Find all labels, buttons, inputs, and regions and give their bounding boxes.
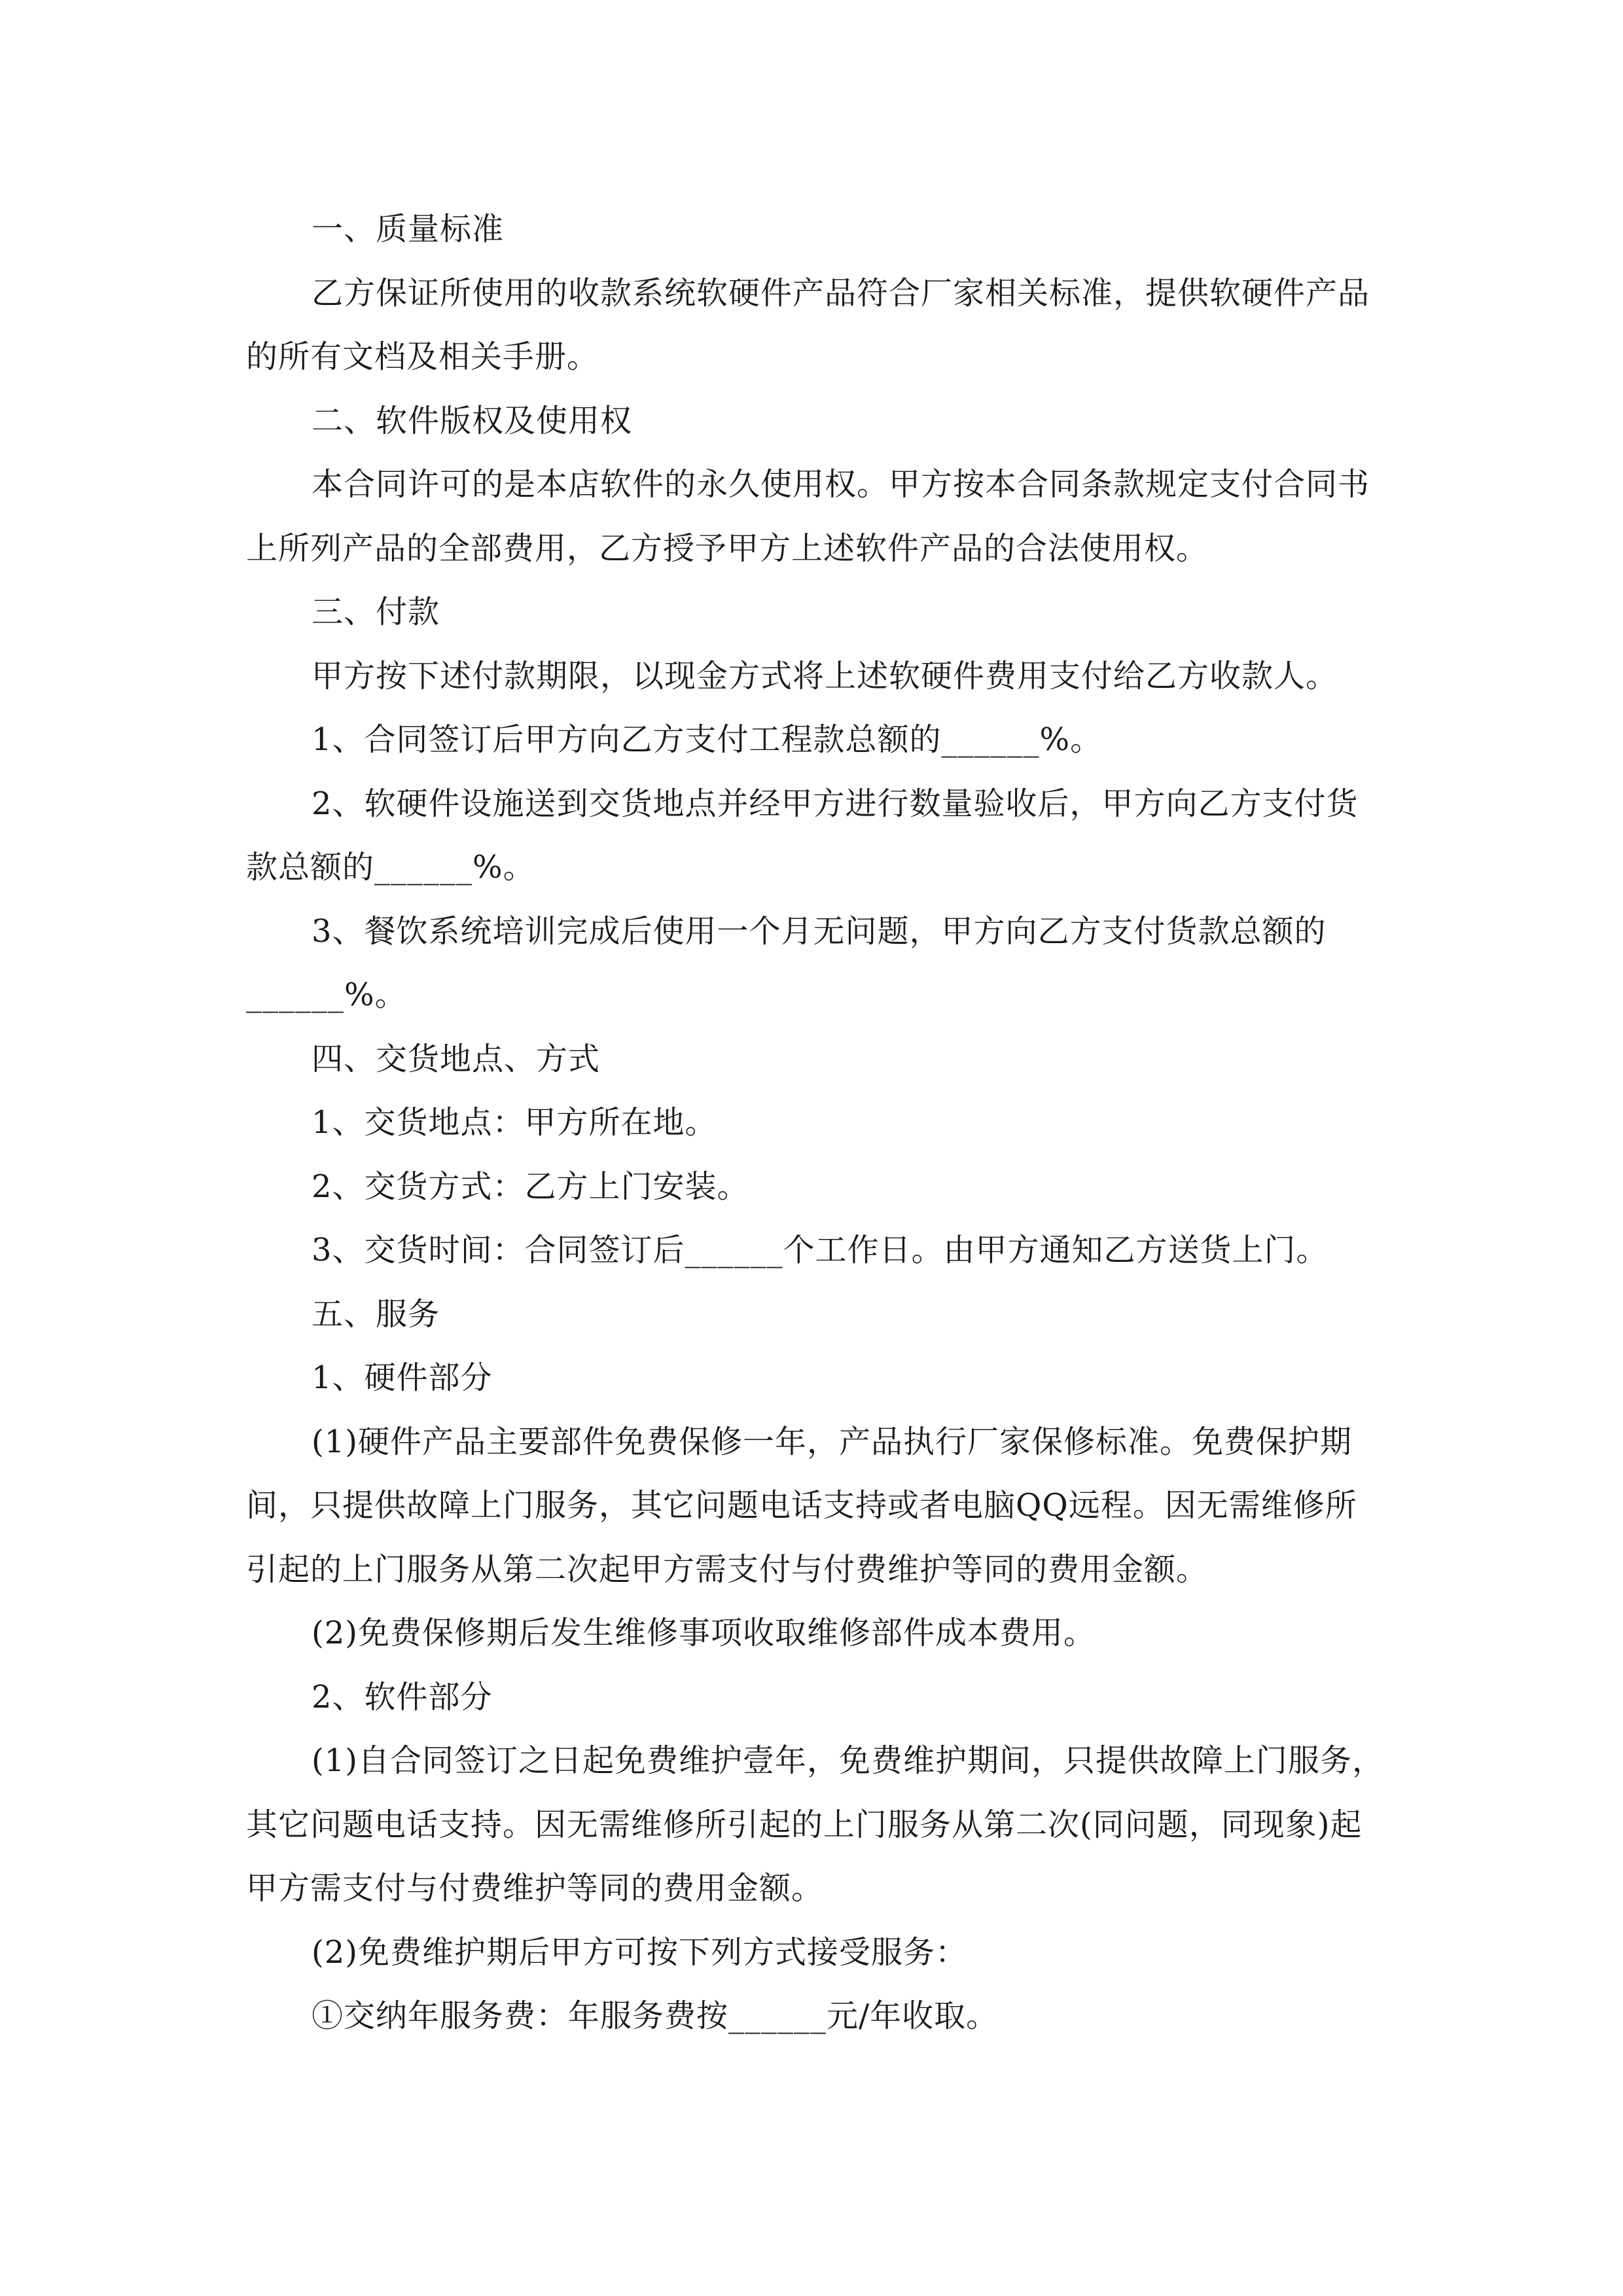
subheading-software: 2、软件部分 bbox=[312, 1678, 493, 1715]
paragraph-payment-2: 2、软硬件设施送到交货地点并经甲方进行数量验收后，甲方向乙方支付货款总额的______%。 bbox=[246, 785, 1359, 886]
paragraph-delivery-time: 3、交货时间：合同签订后______个工作日。由甲方通知乙方送货上门。 bbox=[312, 1232, 1329, 1268]
section-heading-delivery: 四、交货地点、方式 bbox=[312, 1040, 601, 1077]
section-heading-payment: 三、付款 bbox=[312, 594, 440, 630]
paragraph-payment-intro: 甲方按下述付款期限，以现金方式将上述软硬件费用支付给乙方收款人。 bbox=[312, 657, 1338, 694]
paragraph-hardware-1: (1)硬件产品主要部件免费保修一年，产品执行厂家保修标准。免费保护期间，只提供故障上门服务，其它问题电话支持或者电脑QQ远程。因无需维修所引起的上门服务从第二次起甲方需支付与付费维护等同的费用金额。 bbox=[246, 1423, 1357, 1588]
paragraph-software-2: (2)免费维护期后甲方可按下列方式接受服务： bbox=[312, 1933, 967, 1971]
paragraph-payment-3: 3、餐饮系统培训完成后使用一个月无问题，甲方向乙方支付货款总额的______%。 bbox=[246, 912, 1327, 1013]
paragraph-delivery-place: 1、交货地点：甲方所在地。 bbox=[312, 1104, 717, 1141]
document-body bbox=[246, 198, 1385, 2049]
section-heading-service: 五、服务 bbox=[312, 1295, 440, 1333]
section-heading-copyright: 二、软件版权及使用权 bbox=[312, 402, 633, 439]
paragraph-delivery-method: 2、交货方式：乙方上门安装。 bbox=[312, 1168, 749, 1205]
paragraph-quality: 乙方保证所使用的收款系统软硬件产品符合厂家相关标准，提供软硬件产品的所有文档及相关手册。 bbox=[246, 274, 1370, 375]
subheading-hardware: 1、硬件部分 bbox=[312, 1359, 493, 1396]
paragraph-software-1: (1)自合同签订之日起免费维护壹年，免费维护期间，只提供故障上门服务，其它问题电话支持。因无需维修所引起的上门服务从第二次(同问题，同现象)起甲方需支付与付费维护等同的费用金额。 bbox=[246, 1742, 1384, 1907]
paragraph-payment-1: 1、合同签订后甲方向乙方支付工程款总额的______%。 bbox=[312, 721, 1103, 758]
paragraph-annual-fee: ①交纳年服务费：年服务费按______元/年收取。 bbox=[312, 1998, 999, 2034]
paragraph-copyright: 本合同许可的是本店软件的永久使用权。甲方按本合同条款规定支付合同书上所列产品的全部费用，乙方授予甲方上述软件产品的合法使用权。 bbox=[246, 466, 1370, 567]
section-heading-quality: 一、质量标准 bbox=[312, 211, 505, 247]
paragraph-hardware-2: (2)免费保修期后发生维修事项收取维修部件成本费用。 bbox=[312, 1615, 1096, 1651]
